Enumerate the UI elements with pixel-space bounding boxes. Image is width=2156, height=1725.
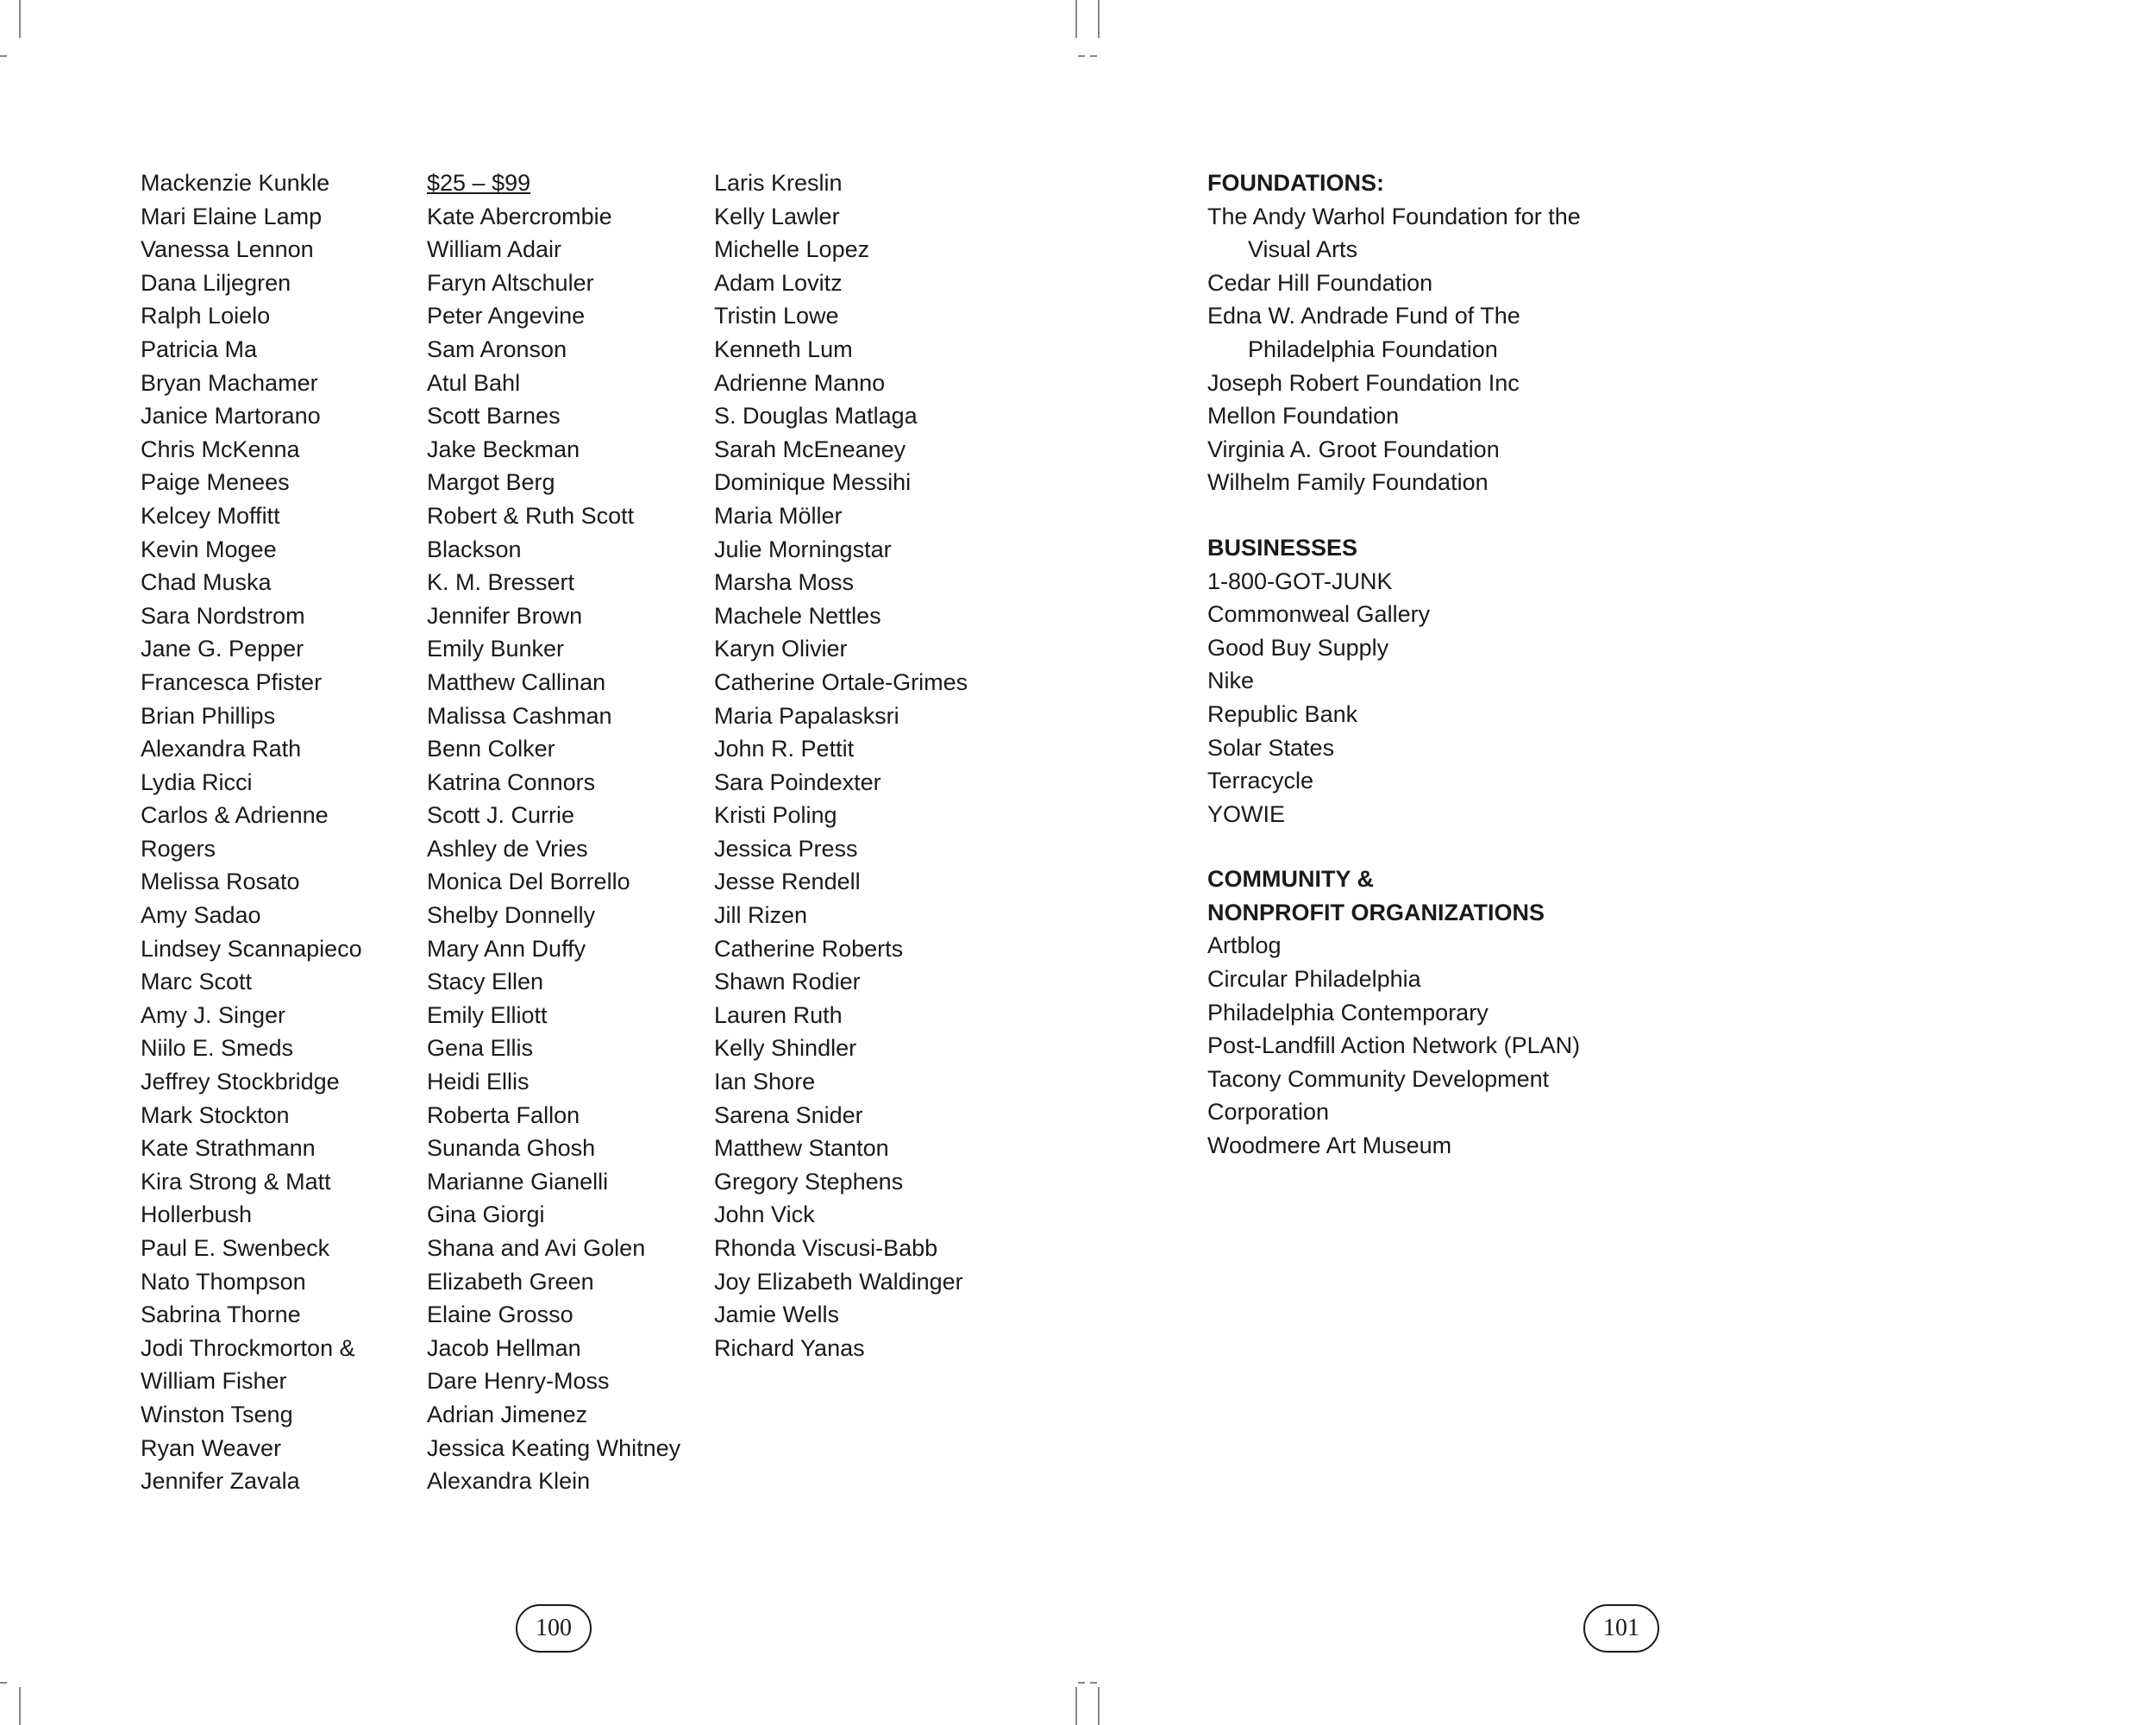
donor-name: K. M. Bressert <box>427 569 575 596</box>
donor-name: Alexandra Klein <box>427 1468 591 1495</box>
crop-mark <box>19 1687 21 1725</box>
donor-name: Kate Abercrombie <box>427 203 612 229</box>
donor-name: Jane G. Pepper <box>141 636 304 662</box>
donor-name-continuation: William Fisher <box>141 1368 287 1395</box>
donor-name: Jeffrey Stockbridge <box>141 1069 340 1095</box>
crop-mark <box>1098 0 1100 38</box>
organization-name: Good Buy Supply <box>1207 634 1389 661</box>
donor-name: Laris Kreslin <box>714 170 843 196</box>
donor-name: Emily Bunker <box>427 636 565 662</box>
donor-name: Jake Beckman <box>427 436 580 462</box>
donor-name: Kelly Shindler <box>714 1035 857 1062</box>
donor-name: Jamie Wells <box>714 1302 840 1328</box>
foundations-heading: FOUNDATIONS: <box>1207 170 1384 196</box>
donor-name: Jesse Rendell <box>714 869 861 895</box>
donor-name: Kenneth Lum <box>714 336 853 362</box>
organization-name: Edna W. Andrade Fund of The <box>1207 303 1520 329</box>
donor-name: Sabrina Thorne <box>141 1302 301 1328</box>
donor-name: Gena Ellis <box>427 1035 534 1062</box>
donor-name: Jennifer Brown <box>427 602 583 629</box>
donor-name: Ian Shore <box>714 1069 816 1095</box>
donor-list-column-3 <box>714 166 968 1364</box>
donor-name: Jessica Press <box>714 835 858 862</box>
businesses-heading: BUSINESSES <box>1207 534 1358 561</box>
organization-name: Mellon Foundation <box>1207 403 1400 430</box>
donor-name: Peter Angevine <box>427 303 586 329</box>
donor-name: Atul Bahl <box>427 369 521 396</box>
donor-name: Jodi Throckmorton & <box>141 1334 355 1361</box>
donor-name-continuation: Blackson <box>427 536 522 562</box>
donor-name: Dare Henry-Moss <box>427 1368 610 1395</box>
donor-name: Francesca Pfister <box>141 668 323 695</box>
organization-name: Post-Landfill Action Network (PLAN) <box>1207 1032 1581 1059</box>
crop-mark <box>0 1682 7 1684</box>
donor-name: Brian Phillips <box>141 702 276 729</box>
donor-name: Kelcey Moffitt <box>141 502 280 529</box>
donor-name: Marsha Moss <box>714 569 855 596</box>
donor-name: Maria Möller <box>714 502 843 529</box>
donor-name: Dominique Messihi <box>714 469 912 496</box>
donor-name: Winston Tseng <box>141 1401 293 1427</box>
donor-name: Sam Aronson <box>427 336 567 362</box>
donor-name: Matthew Stanton <box>714 1135 889 1162</box>
donor-name: Amy Sadao <box>141 902 261 929</box>
donor-name: Kira Strong & Matt <box>141 1168 331 1195</box>
donor-name: Mary Ann Duffy <box>427 935 586 962</box>
organization-name: Nike <box>1207 668 1255 694</box>
organization-name: 1-800-GOT-JUNK <box>1207 568 1393 594</box>
donor-name: Dana Liljegren <box>141 269 291 296</box>
donor-name: Shelby Donnelly <box>427 902 596 929</box>
donor-name: Marc Scott <box>141 969 253 995</box>
donor-name: Adrian Jimenez <box>427 1401 588 1427</box>
foundations-section <box>1207 166 1581 499</box>
page-number-right: 101 <box>1583 1604 1659 1653</box>
donor-name: Roberta Fallon <box>427 1101 580 1128</box>
donor-name: Machele Nettles <box>714 602 881 629</box>
donor-name: Melissa Rosato <box>141 869 300 895</box>
donor-name: Elizabeth Green <box>427 1268 594 1295</box>
donor-name: Adrienne Manno <box>714 369 886 396</box>
page-number-left: 100 <box>516 1604 592 1653</box>
organization-name: Philadelphia Contemporary <box>1207 999 1489 1026</box>
community-heading: COMMUNITY & <box>1207 866 1374 893</box>
organization-name: Virginia A. Groot Foundation <box>1207 436 1500 462</box>
donor-name: Adam Lovitz <box>714 269 843 296</box>
donor-name: Sarena Snider <box>714 1101 863 1128</box>
donor-name: Jennifer Zavala <box>141 1468 300 1495</box>
donor-name: William Adair <box>427 236 562 263</box>
donor-name: Amy J. Singer <box>141 1001 286 1028</box>
organization-name: Circular Philadelphia <box>1207 966 1421 993</box>
donor-name: Jill Rizen <box>714 902 808 929</box>
donor-name: Jessica Keating Whitney <box>427 1434 681 1461</box>
donor-name: Lydia Ricci <box>141 768 253 795</box>
donor-name: Alexandra Rath <box>141 736 302 762</box>
donor-name: Tristin Lowe <box>714 303 839 329</box>
organization-name-continuation: Visual Arts <box>1248 236 1358 263</box>
donor-name: Chad Muska <box>141 569 272 596</box>
donor-name: Shana and Avi Golen <box>427 1235 646 1261</box>
organization-name: Artblog <box>1207 932 1282 959</box>
donor-name: Sarah McEneaney <box>714 436 906 462</box>
organization-name: Cedar Hill Foundation <box>1207 269 1433 296</box>
donor-name: Matthew Callinan <box>427 668 606 695</box>
donor-name: Patricia Ma <box>141 336 258 362</box>
donor-name: Chris McKenna <box>141 436 300 462</box>
donor-name: Michelle Lopez <box>714 236 870 263</box>
organization-name: The Andy Warhol Foundation for the <box>1207 203 1581 229</box>
donor-name: Mark Stockton <box>141 1101 290 1128</box>
donor-name: Paige Menees <box>141 469 290 496</box>
businesses-section <box>1207 531 1581 831</box>
donor-name: Scott Barnes <box>427 403 561 430</box>
donor-name: Robert & Ruth Scott <box>427 502 635 529</box>
crop-mark <box>19 0 21 38</box>
donor-name: Kate Strathmann <box>141 1135 316 1162</box>
organization-name: Solar States <box>1207 734 1335 761</box>
donor-name: Carlos & Adrienne <box>141 802 329 829</box>
community-heading: NONPROFIT ORGANIZATIONS <box>1207 899 1545 925</box>
crop-mark <box>1090 55 1097 57</box>
donor-name: Katrina Connors <box>427 768 596 795</box>
donor-name: Vanessa Lennon <box>141 236 314 263</box>
donor-name: Julie Morningstar <box>714 536 892 562</box>
organization-name: Corporation <box>1207 1099 1330 1126</box>
donor-name: Jacob Hellman <box>427 1334 581 1361</box>
donor-name: Paul E. Swenbeck <box>141 1235 330 1261</box>
donor-name: Benn Colker <box>427 736 555 762</box>
giving-level-heading: $25 – $99 <box>427 170 531 196</box>
organization-name: Wilhelm Family Foundation <box>1207 469 1489 496</box>
organizations-list <box>1207 166 1581 1163</box>
donor-name: Mari Elaine Lamp <box>141 203 323 229</box>
donor-name: Richard Yanas <box>714 1334 865 1361</box>
section-spacer <box>1207 831 1581 862</box>
donor-name: Catherine Ortale-Grimes <box>714 668 968 695</box>
donor-name: Malissa Cashman <box>427 702 612 729</box>
donor-name: Sara Nordstrom <box>141 602 305 629</box>
donor-name: S. Douglas Matlaga <box>714 403 918 430</box>
donor-name: Lindsey Scannapieco <box>141 935 362 962</box>
donor-name: Bryan Machamer <box>141 369 318 396</box>
donor-name: Stacy Ellen <box>427 969 544 995</box>
donor-name: Margot Berg <box>427 469 555 496</box>
crop-mark <box>1075 1687 1077 1725</box>
donor-name: Niilo E. Smeds <box>141 1035 294 1062</box>
crop-mark <box>0 55 7 57</box>
donor-name: Scott J. Currie <box>427 802 575 829</box>
organization-name: Terracycle <box>1207 768 1314 794</box>
organization-name-continuation: Philadelphia Foundation <box>1248 336 1498 362</box>
donor-name: Maria Papalasksri <box>714 702 899 729</box>
organization-name: Republic Bank <box>1207 700 1358 727</box>
donor-name: Karyn Olivier <box>714 636 848 662</box>
donor-name: Kevin Mogee <box>141 536 277 562</box>
crop-mark <box>1078 55 1085 57</box>
donor-name: Emily Elliott <box>427 1001 548 1028</box>
organization-name: Commonweal Gallery <box>1207 601 1431 628</box>
crop-mark <box>1098 1687 1100 1725</box>
crop-mark <box>1075 0 1077 38</box>
donor-name: Nato Thompson <box>141 1268 306 1295</box>
donor-name: Monica Del Borrello <box>427 869 630 895</box>
donor-name: Ashley de Vries <box>427 835 588 862</box>
donor-name: Janice Martorano <box>141 403 321 430</box>
donor-name: Kristi Poling <box>714 802 837 829</box>
organization-name: YOWIE <box>1207 800 1286 827</box>
donor-name: Gina Giorgi <box>427 1201 545 1228</box>
donor-name: Kelly Lawler <box>714 203 840 229</box>
donor-name: John R. Pettit <box>714 736 855 762</box>
donor-list-column-2 <box>427 166 680 1498</box>
donor-name: Heidi Ellis <box>427 1069 530 1095</box>
donor-name: Elaine Grosso <box>427 1302 573 1328</box>
donor-name: Joy Elizabeth Waldinger <box>714 1268 963 1295</box>
organization-name: Joseph Robert Foundation Inc <box>1207 369 1520 396</box>
community-section <box>1207 862 1581 1162</box>
section-spacer <box>1207 499 1581 531</box>
organization-name: Woodmere Art Museum <box>1207 1132 1452 1159</box>
donor-name-continuation: Rogers <box>141 835 216 862</box>
donor-name: John Vick <box>714 1201 815 1228</box>
donor-name: Shawn Rodier <box>714 969 861 995</box>
organization-name: Tacony Community Development <box>1207 1065 1550 1092</box>
donor-name: Lauren Ruth <box>714 1001 843 1028</box>
donor-name: Mackenzie Kunkle <box>141 170 330 196</box>
donor-name-continuation: Hollerbush <box>141 1201 253 1228</box>
donor-name: Sara Poindexter <box>714 768 881 795</box>
donor-name: Catherine Roberts <box>714 935 904 962</box>
donor-name: Gregory Stephens <box>714 1168 904 1195</box>
donor-list-column-1 <box>141 166 362 1498</box>
donor-name: Rhonda Viscusi-Babb <box>714 1235 938 1261</box>
donor-name: Sunanda Ghosh <box>427 1135 596 1162</box>
crop-mark <box>1078 1682 1085 1684</box>
donor-name: Ryan Weaver <box>141 1434 282 1461</box>
donor-name: Faryn Altschuler <box>427 269 594 296</box>
crop-mark <box>1090 1682 1097 1684</box>
donor-name: Ralph Loielo <box>141 303 271 329</box>
donor-name: Marianne Gianelli <box>427 1168 609 1195</box>
